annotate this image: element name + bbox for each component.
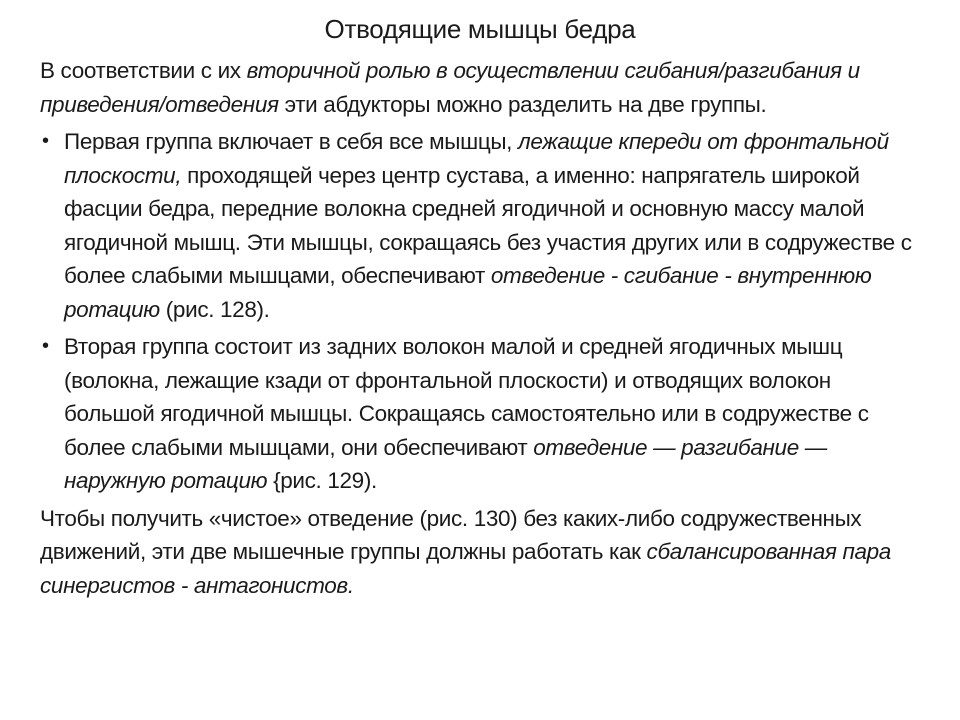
- intro-text-2: эти абдукторы можно разделить на две группы.: [278, 91, 767, 117]
- group-1-text-2: проходящей через центр сустава, а именно: напрягатель широкой фасции бедра, передние волокна средней ягодичной и основную массу малой ягодичной мышц. Эти мышцы, сокращаясь без участия других или в содружестве с более слабыми мышцами, обеспечивают: [64, 162, 912, 288]
- group-2-text-1: Вторая группа состоит из задних волокон малой и средней ягодичных мышц (волокна, лежащие кзади от фронтальной плоскости) и отводящих волокон большой ягодичной мышцы. Сокращаясь самостоятельно или в содружестве с более слабыми мышцами, они обеспечивают: [64, 334, 869, 460]
- slide-title: Отводящие мышцы бедра: [324, 14, 636, 44]
- intro-text-1: В соответствии с их: [40, 58, 247, 83]
- group-2-italic-1: отведение — разгибание — наружную ротацию: [64, 434, 827, 493]
- group-1-text-3: (рис. 128).: [159, 296, 270, 322]
- conclusion-paragraph: [40, 502, 920, 603]
- group-2-text-2: {рис. 129).: [267, 468, 377, 493]
- bullet-icon: •: [42, 335, 49, 357]
- group-1-text-1: Первая группа включает в себя все мышцы,: [64, 129, 518, 154]
- group-1-italic-1: лежащие кпереди от фронтальной плоскости,: [64, 129, 889, 188]
- intro-italic-1: вторичной ролью в осуществлении сгибания/разгибания и приведения/отведения: [40, 58, 860, 117]
- conclusion-italic-1: сбалансированная пара синергистов - антагонистов.: [40, 539, 891, 598]
- bullet-icon: •: [42, 130, 49, 152]
- conclusion-text-1: Чтобы получить «чистое» отведение (рис. 130) без каких-либо содружественных движений, эти две мышечные группы должны работать как: [40, 505, 862, 564]
- group-1-item: [40, 125, 920, 326]
- group-list: [40, 125, 920, 498]
- group-2-item: [40, 330, 920, 498]
- group-1-italic-2: отведение - сгибание - внутреннюю ротацию: [64, 263, 872, 322]
- intro-paragraph: [40, 54, 920, 121]
